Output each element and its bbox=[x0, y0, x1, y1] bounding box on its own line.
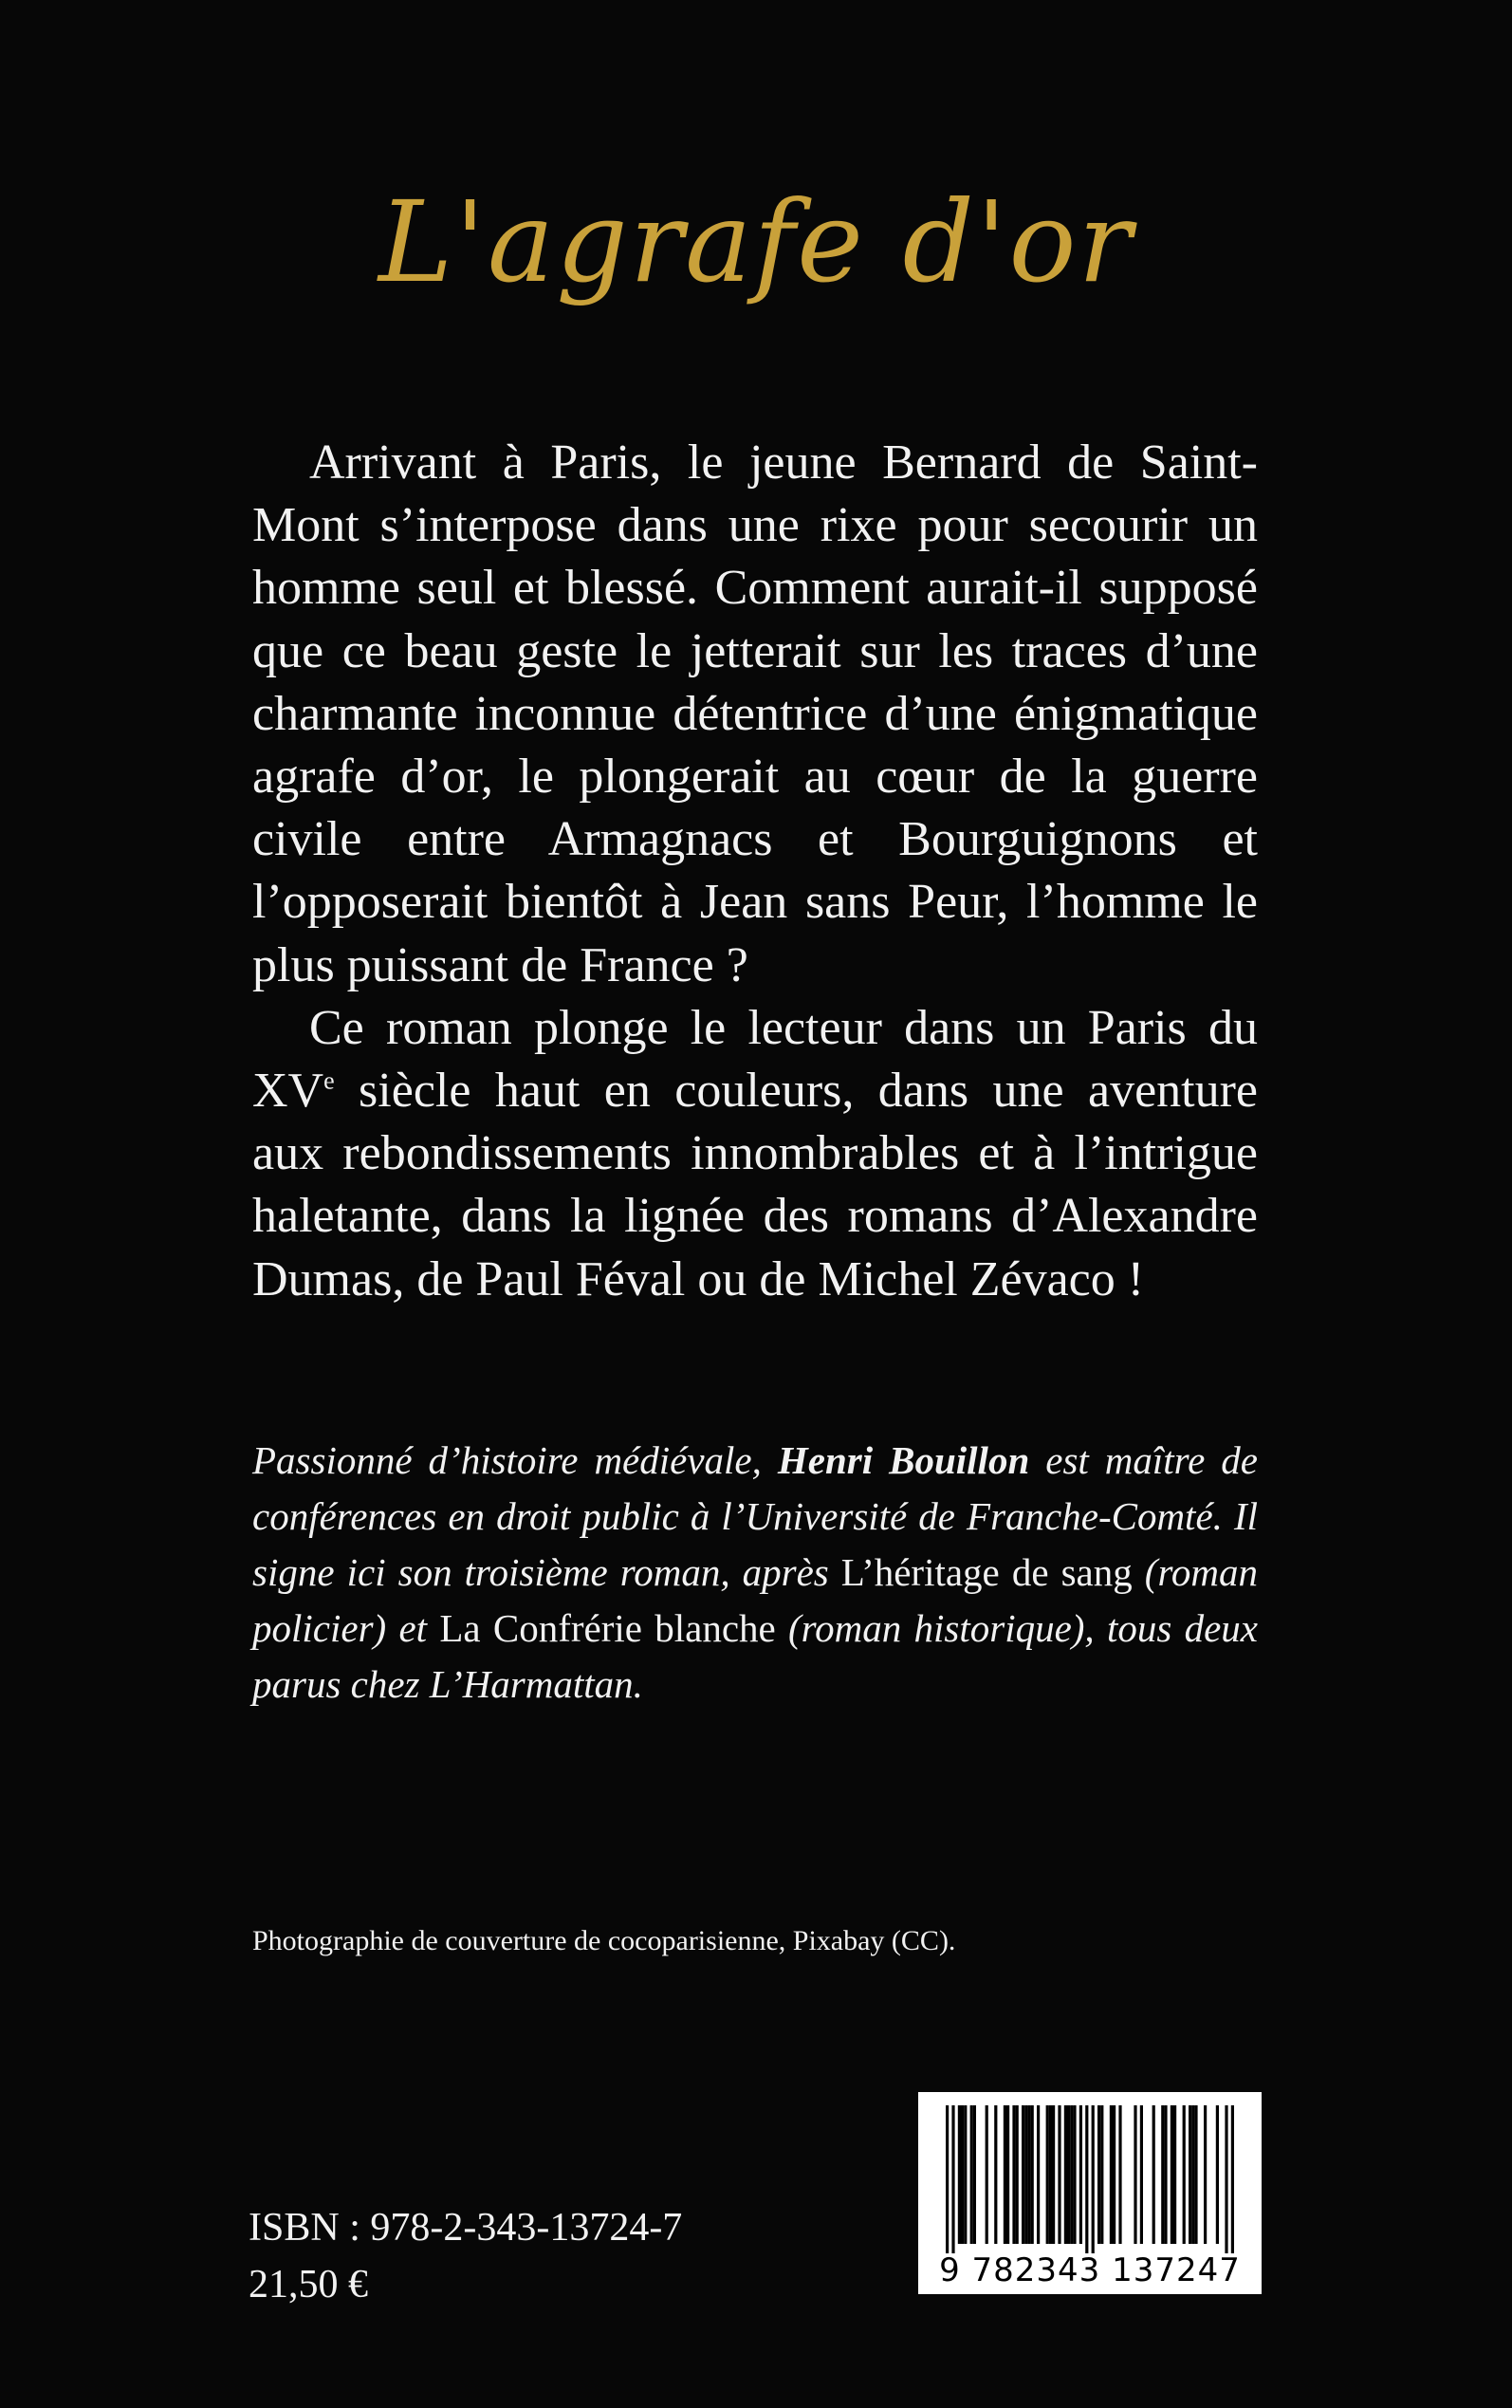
barcode-bar bbox=[1204, 2105, 1207, 2244]
barcode-bar bbox=[1027, 2105, 1030, 2244]
century-superscript: e bbox=[323, 1066, 335, 1095]
author-bio bbox=[252, 1433, 1258, 1713]
barcode-bar bbox=[1161, 2105, 1164, 2244]
barcode-bar bbox=[1118, 2105, 1121, 2244]
barcode-bar bbox=[1064, 2105, 1067, 2244]
previous-book-1: L’héritage de sang bbox=[840, 1550, 1133, 1594]
barcode-bar bbox=[1194, 2105, 1197, 2244]
barcode-bar bbox=[1152, 2105, 1155, 2244]
bio-role: est maître de conférences en droit public à l’Université de Franche-Comté. Il signe ici son troisième roman, après bbox=[252, 1438, 1259, 1594]
price: 21,50 € bbox=[249, 2263, 368, 2306]
barcode-bar bbox=[1085, 2105, 1088, 2253]
author-bio-paragraph bbox=[252, 1433, 1258, 1713]
barcode-bar bbox=[1164, 2105, 1167, 2244]
barcode-bar bbox=[951, 2105, 954, 2253]
barcode-bar bbox=[1113, 2105, 1116, 2244]
bio-intro: Passionné d’histoire médiévale, bbox=[252, 1438, 778, 1482]
barcode-bar bbox=[1173, 2105, 1176, 2244]
barcode-bar bbox=[994, 2105, 997, 2244]
barcode-bar bbox=[1183, 2105, 1186, 2244]
barcode-bar bbox=[1171, 2105, 1173, 2244]
synopsis-paragraph-2 bbox=[252, 997, 1258, 1311]
barcode-bar bbox=[1070, 2105, 1073, 2244]
barcode-bar bbox=[1022, 2105, 1024, 2244]
barcode-bar bbox=[961, 2105, 964, 2244]
barcode-bar bbox=[1189, 2105, 1191, 2244]
barcode-bar bbox=[1004, 2105, 1006, 2244]
barcode-bar bbox=[1024, 2105, 1027, 2244]
barcode-bar bbox=[1100, 2105, 1103, 2244]
barcode-bar bbox=[1012, 2105, 1015, 2244]
barcode-bar bbox=[1225, 2105, 1227, 2253]
barcode-bar bbox=[986, 2105, 988, 2244]
author-name: Henri Bouillon bbox=[777, 1438, 1030, 1482]
barcode-bar bbox=[1140, 2105, 1143, 2244]
isbn: ISBN : 978-2-343-13724-7 bbox=[249, 2206, 683, 2250]
barcode-bar bbox=[1049, 2105, 1052, 2244]
barcode-bar bbox=[1052, 2105, 1055, 2244]
previous-book-1-genre: (roman policier) et bbox=[252, 1550, 1258, 1650]
barcode-digits: 9 782343 137247 bbox=[939, 2251, 1241, 2289]
barcode-bar bbox=[1134, 2105, 1136, 2244]
barcode-bar bbox=[1110, 2105, 1113, 2244]
barcode-bar bbox=[1046, 2105, 1049, 2244]
barcode-bar bbox=[970, 2105, 973, 2244]
photo-credit: Photographie de couverture de cocoparisienne, Pixabay (CC). bbox=[252, 1925, 956, 1956]
barcode-bars-icon bbox=[918, 2092, 1262, 2253]
barcode-bar bbox=[958, 2105, 961, 2244]
century-numeral: XV bbox=[252, 1064, 324, 1119]
barcode-bar bbox=[1092, 2105, 1095, 2253]
barcode-bar bbox=[1058, 2105, 1060, 2244]
barcode-bar bbox=[1097, 2105, 1100, 2244]
synopsis-paragraph-2-intro: Ce roman plonge le lecteur dans un Paris du bbox=[309, 1000, 1258, 1055]
barcode-bar bbox=[964, 2105, 967, 2244]
barcode bbox=[918, 2092, 1262, 2294]
previous-book-2: La Confrérie blanche bbox=[439, 1606, 776, 1650]
book-title: L'agrafe d'or bbox=[378, 176, 1134, 307]
barcode-bar bbox=[1016, 2105, 1019, 2244]
barcode-bar bbox=[1073, 2105, 1076, 2244]
barcode-bar bbox=[946, 2105, 949, 2253]
synopsis-paragraph-2-rest: siècle haut en couleurs, dans une aventure aux rebondissements innombrables et à l’intrigue haletante, dans la lignée des romans d’Alexandre Dumas, de Paul Féval ou de Michel Zévaco ! bbox=[252, 1064, 1258, 1306]
barcode-bar bbox=[1079, 2105, 1082, 2244]
previous-book-2-genre: (roman historique), tous deux parus chez L’Harmattan. bbox=[252, 1606, 1258, 1706]
synopsis bbox=[252, 432, 1258, 1311]
barcode-bar bbox=[1067, 2105, 1070, 2244]
barcode-bar bbox=[973, 2105, 976, 2244]
synopsis-paragraph-1: Arrivant à Paris, le jeune Bernard de Saint-Mont s’interpose dans une rixe pour secourir un homme seul et blessé. Comment aurait-il supposé que ce beau geste le jetterait sur les traces d’une charmante inconnue détentrice d’une énigmatique agrafe d’or, le plongerait au cœur de la guerre civile entre Armagnacs et Bourguignons et l’opposerait bientôt à Jean sans Peur, l’homme le plus puissant de France ? bbox=[252, 435, 1258, 992]
barcode-bar bbox=[1031, 2105, 1034, 2244]
barcode-bar bbox=[1037, 2105, 1040, 2244]
barcode-bar bbox=[1216, 2105, 1219, 2244]
barcode-bar bbox=[1006, 2105, 1009, 2244]
barcode-bar bbox=[1231, 2105, 1234, 2253]
barcode-bar bbox=[1191, 2105, 1194, 2244]
